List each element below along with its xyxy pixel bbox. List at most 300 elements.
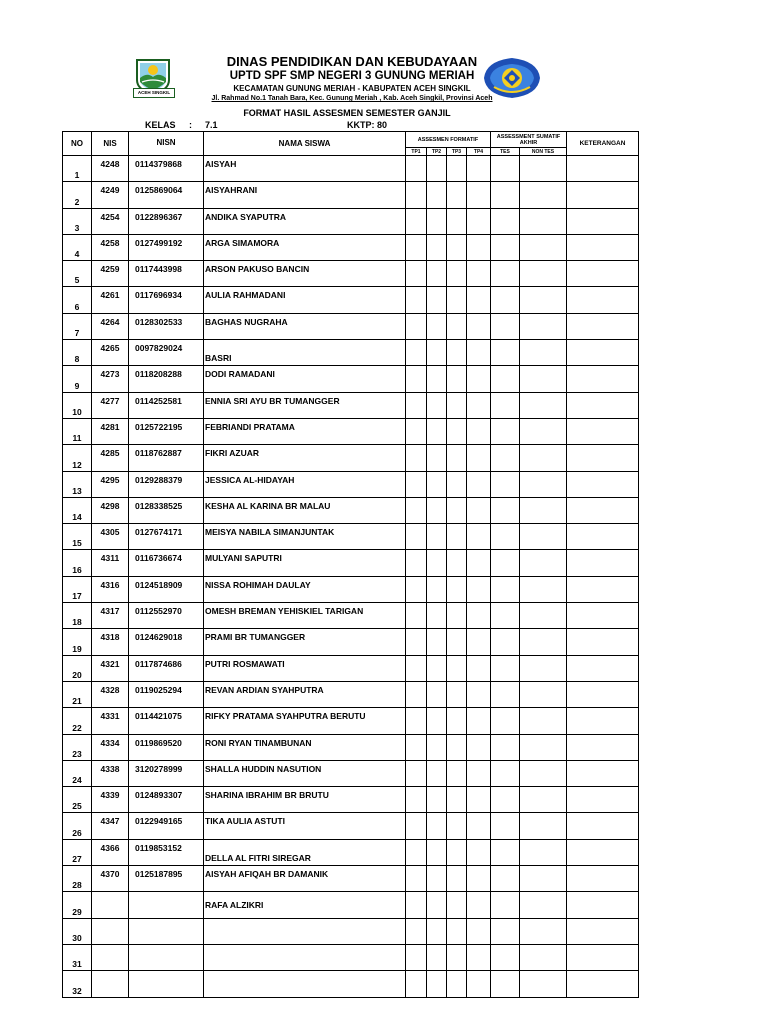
- cell-non-tes[interactable]: [520, 603, 567, 629]
- cell-non-tes[interactable]: [520, 839, 567, 865]
- cell-tp3[interactable]: [447, 708, 467, 734]
- cell-tp4[interactable]: [467, 760, 491, 786]
- cell-tes[interactable]: [491, 760, 520, 786]
- cell-nis: 4331: [92, 708, 129, 734]
- cell-tp3[interactable]: [447, 261, 467, 287]
- cell-tp1[interactable]: [406, 497, 427, 523]
- cell-tes[interactable]: [491, 550, 520, 576]
- cell-tp1[interactable]: [406, 944, 427, 970]
- cell-tp1[interactable]: [406, 182, 427, 208]
- cell-tes[interactable]: [491, 471, 520, 497]
- cell-nisn: 0097829024: [129, 340, 204, 366]
- cell-tp2[interactable]: [427, 261, 447, 287]
- cell-no: 21: [63, 681, 92, 707]
- cell-tp4[interactable]: [467, 944, 491, 970]
- cell-non-tes[interactable]: [520, 892, 567, 918]
- cell-non-tes[interactable]: [520, 182, 567, 208]
- cell-tp3[interactable]: [447, 524, 467, 550]
- cell-nama-siswa: AISYAH AFIQAH BR DAMANIK: [204, 866, 406, 892]
- cell-keterangan[interactable]: [567, 971, 639, 997]
- cell-tp4[interactable]: [467, 576, 491, 602]
- cell-tp4[interactable]: [467, 550, 491, 576]
- cell-tp1[interactable]: [406, 550, 427, 576]
- cell-tp2[interactable]: [427, 392, 447, 418]
- cell-tp2[interactable]: [427, 550, 447, 576]
- cell-keterangan[interactable]: [567, 655, 639, 681]
- cell-tes[interactable]: [491, 681, 520, 707]
- col-tp1: TP1: [406, 148, 427, 156]
- cell-keterangan[interactable]: [567, 497, 639, 523]
- cell-tp4[interactable]: [467, 340, 491, 366]
- cell-nisn: 0127674171: [129, 524, 204, 550]
- cell-tp2[interactable]: [427, 787, 447, 813]
- cell-tp3[interactable]: [447, 550, 467, 576]
- cell-tp1[interactable]: [406, 892, 427, 918]
- col-tp2: TP2: [427, 148, 447, 156]
- cell-nis: 4248: [92, 156, 129, 182]
- header-school: UPTD SPF SMP NEGERI 3 GUNUNG MERIAH: [229, 70, 475, 82]
- cell-tp3[interactable]: [447, 944, 467, 970]
- cell-nisn: 0112552970: [129, 603, 204, 629]
- cell-nisn: 0114379868: [129, 156, 204, 182]
- cell-tp1[interactable]: [406, 313, 427, 339]
- cell-tp1[interactable]: [406, 681, 427, 707]
- cell-nisn: [129, 971, 204, 997]
- cell-nis: 4273: [92, 366, 129, 392]
- cell-tp2[interactable]: [427, 813, 447, 839]
- cell-non-tes[interactable]: [520, 340, 567, 366]
- cell-tp3[interactable]: [447, 655, 467, 681]
- cell-keterangan[interactable]: [567, 629, 639, 655]
- cell-tp2[interactable]: [427, 760, 447, 786]
- cell-tp3[interactable]: [447, 576, 467, 602]
- assessment-table: [62, 131, 639, 998]
- cell-nisn: 0125187895: [129, 866, 204, 892]
- cell-tp3[interactable]: [447, 892, 467, 918]
- cell-tp2[interactable]: [427, 944, 447, 970]
- cell-nis: 4258: [92, 234, 129, 260]
- cell-non-tes[interactable]: [520, 681, 567, 707]
- cell-non-tes[interactable]: [520, 760, 567, 786]
- cell-tp3[interactable]: [447, 445, 467, 471]
- table-row: [63, 313, 639, 339]
- cell-non-tes[interactable]: [520, 655, 567, 681]
- cell-keterangan[interactable]: [567, 261, 639, 287]
- cell-tes[interactable]: [491, 629, 520, 655]
- cell-non-tes[interactable]: [520, 734, 567, 760]
- cell-tes[interactable]: [491, 866, 520, 892]
- cell-no: 14: [63, 497, 92, 523]
- cell-tp1[interactable]: [406, 629, 427, 655]
- cell-tp2[interactable]: [427, 576, 447, 602]
- cell-nama-siswa: SHARINA IBRAHIM BR BRUTU: [204, 787, 406, 813]
- cell-nis: 4298: [92, 497, 129, 523]
- cell-nama-siswa: AISYAH: [204, 156, 406, 182]
- cell-non-tes[interactable]: [520, 156, 567, 182]
- cell-tp4[interactable]: [467, 208, 491, 234]
- cell-tp1[interactable]: [406, 208, 427, 234]
- cell-nisn: 0118208288: [129, 366, 204, 392]
- cell-tp1[interactable]: [406, 866, 427, 892]
- cell-keterangan[interactable]: [567, 366, 639, 392]
- cell-tp2[interactable]: [427, 603, 447, 629]
- cell-non-tes[interactable]: [520, 550, 567, 576]
- cell-tp3[interactable]: [447, 734, 467, 760]
- table-row: [63, 892, 639, 918]
- cell-tp1[interactable]: [406, 524, 427, 550]
- cell-non-tes[interactable]: [520, 944, 567, 970]
- cell-non-tes[interactable]: [520, 418, 567, 444]
- header-address: Jl. Rahmad No.1 Tanah Bara, Kec. Gunung Meriah , Kab. Aceh Singkil, Provinsi Aceh: [211, 95, 493, 102]
- cell-tp2[interactable]: [427, 287, 447, 313]
- cell-nis: 4305: [92, 524, 129, 550]
- cell-tp4[interactable]: [467, 813, 491, 839]
- cell-tp4[interactable]: [467, 418, 491, 444]
- cell-tes[interactable]: [491, 603, 520, 629]
- cell-keterangan[interactable]: [567, 313, 639, 339]
- cell-non-tes[interactable]: [520, 497, 567, 523]
- cell-tes[interactable]: [491, 497, 520, 523]
- cell-keterangan[interactable]: [567, 918, 639, 944]
- cell-non-tes[interactable]: [520, 392, 567, 418]
- cell-tp4[interactable]: [467, 629, 491, 655]
- table-row: [63, 418, 639, 444]
- cell-nisn: 0119869520: [129, 734, 204, 760]
- cell-tp1[interactable]: [406, 156, 427, 182]
- cell-tp1[interactable]: [406, 603, 427, 629]
- cell-tp2[interactable]: [427, 471, 447, 497]
- cell-no: 13: [63, 471, 92, 497]
- cell-keterangan[interactable]: [567, 734, 639, 760]
- cell-no: 4: [63, 234, 92, 260]
- table-row: [63, 550, 639, 576]
- cell-tp4[interactable]: [467, 524, 491, 550]
- cell-keterangan[interactable]: [567, 866, 639, 892]
- cell-tp1[interactable]: [406, 655, 427, 681]
- cell-non-tes[interactable]: [520, 787, 567, 813]
- cell-keterangan[interactable]: [567, 392, 639, 418]
- cell-keterangan[interactable]: [567, 418, 639, 444]
- cell-tes[interactable]: [491, 576, 520, 602]
- table-row: [63, 629, 639, 655]
- cell-tp1[interactable]: [406, 918, 427, 944]
- cell-tp1[interactable]: [406, 971, 427, 997]
- cell-tp2[interactable]: [427, 524, 447, 550]
- cell-tp3[interactable]: [447, 208, 467, 234]
- cell-no: 8: [63, 340, 92, 366]
- cell-non-tes[interactable]: [520, 445, 567, 471]
- cell-tp4[interactable]: [467, 866, 491, 892]
- cell-nama-siswa: ENNIA SRI AYU BR TUMANGGER: [204, 392, 406, 418]
- cell-tp1[interactable]: [406, 287, 427, 313]
- cell-nis: 4318: [92, 629, 129, 655]
- cell-tes[interactable]: [491, 313, 520, 339]
- cell-tp4[interactable]: [467, 366, 491, 392]
- cell-no: 17: [63, 576, 92, 602]
- cell-tes[interactable]: [491, 392, 520, 418]
- cell-tp2[interactable]: [427, 734, 447, 760]
- cell-keterangan[interactable]: [567, 471, 639, 497]
- cell-no: 24: [63, 760, 92, 786]
- cell-tp3[interactable]: [447, 392, 467, 418]
- cell-nisn: 0122896367: [129, 208, 204, 234]
- cell-tes[interactable]: [491, 366, 520, 392]
- cell-tp4[interactable]: [467, 234, 491, 260]
- cell-non-tes[interactable]: [520, 918, 567, 944]
- cell-non-tes[interactable]: [520, 261, 567, 287]
- cell-tp3[interactable]: [447, 497, 467, 523]
- cell-tp4[interactable]: [467, 708, 491, 734]
- cell-tp3[interactable]: [447, 760, 467, 786]
- cell-tes[interactable]: [491, 839, 520, 865]
- cell-keterangan[interactable]: [567, 524, 639, 550]
- cell-tp3[interactable]: [447, 340, 467, 366]
- cell-tp4[interactable]: [467, 971, 491, 997]
- cell-tp2[interactable]: [427, 234, 447, 260]
- cell-tp4[interactable]: [467, 392, 491, 418]
- cell-nama-siswa: PUTRI ROSMAWATI: [204, 655, 406, 681]
- cell-tp3[interactable]: [447, 839, 467, 865]
- cell-keterangan[interactable]: [567, 182, 639, 208]
- cell-nisn: 0114421075: [129, 708, 204, 734]
- cell-keterangan[interactable]: [567, 576, 639, 602]
- cell-tp1[interactable]: [406, 734, 427, 760]
- cell-tp4[interactable]: [467, 787, 491, 813]
- cell-non-tes[interactable]: [520, 366, 567, 392]
- cell-tes[interactable]: [491, 918, 520, 944]
- cell-tes[interactable]: [491, 156, 520, 182]
- cell-tes[interactable]: [491, 892, 520, 918]
- cell-nisn: 0117696934: [129, 287, 204, 313]
- cell-tp3[interactable]: [447, 629, 467, 655]
- cell-nis: 4317: [92, 603, 129, 629]
- cell-tp4[interactable]: [467, 313, 491, 339]
- cell-keterangan[interactable]: [567, 550, 639, 576]
- cell-non-tes[interactable]: [520, 208, 567, 234]
- cell-tp2[interactable]: [427, 497, 447, 523]
- cell-tp2[interactable]: [427, 366, 447, 392]
- cell-no: 31: [63, 944, 92, 970]
- cell-no: 25: [63, 787, 92, 813]
- cell-tp3[interactable]: [447, 182, 467, 208]
- cell-keterangan[interactable]: [567, 156, 639, 182]
- cell-tes[interactable]: [491, 234, 520, 260]
- col-nisn: NISN: [129, 132, 204, 156]
- cell-nis: 4311: [92, 550, 129, 576]
- cell-tp3[interactable]: [447, 471, 467, 497]
- cell-tp4[interactable]: [467, 681, 491, 707]
- cell-tp3[interactable]: [447, 603, 467, 629]
- cell-non-tes[interactable]: [520, 287, 567, 313]
- cell-nisn: 0125722195: [129, 418, 204, 444]
- cell-tp2[interactable]: [427, 892, 447, 918]
- cell-tp1[interactable]: [406, 787, 427, 813]
- cell-tes[interactable]: [491, 655, 520, 681]
- cell-tes[interactable]: [491, 787, 520, 813]
- cell-tp3[interactable]: [447, 287, 467, 313]
- cell-tp4[interactable]: [467, 287, 491, 313]
- table-row: [63, 471, 639, 497]
- cell-nisn: 0129288379: [129, 471, 204, 497]
- cell-tp3[interactable]: [447, 813, 467, 839]
- cell-tes[interactable]: [491, 944, 520, 970]
- cell-no: 18: [63, 603, 92, 629]
- cell-tp1[interactable]: [406, 576, 427, 602]
- cell-tp1[interactable]: [406, 708, 427, 734]
- cell-tp1[interactable]: [406, 392, 427, 418]
- kelas-colon: :: [189, 120, 192, 130]
- cell-tp2[interactable]: [427, 208, 447, 234]
- cell-non-tes[interactable]: [520, 234, 567, 260]
- cell-tp1[interactable]: [406, 839, 427, 865]
- header-agency: DINAS PENDIDIKAN DAN KEBUDAYAAN: [226, 54, 478, 69]
- cell-nisn: 0114252581: [129, 392, 204, 418]
- cell-tp3[interactable]: [447, 418, 467, 444]
- cell-tp3[interactable]: [447, 156, 467, 182]
- cell-keterangan[interactable]: [567, 287, 639, 313]
- cell-nama-siswa: [204, 918, 406, 944]
- cell-tp1[interactable]: [406, 366, 427, 392]
- cell-tes[interactable]: [491, 418, 520, 444]
- cell-keterangan[interactable]: [567, 681, 639, 707]
- cell-tes[interactable]: [491, 208, 520, 234]
- cell-non-tes[interactable]: [520, 866, 567, 892]
- cell-tes[interactable]: [491, 340, 520, 366]
- cell-keterangan[interactable]: [567, 340, 639, 366]
- cell-tp3[interactable]: [447, 971, 467, 997]
- cell-tp3[interactable]: [447, 234, 467, 260]
- cell-tp2[interactable]: [427, 313, 447, 339]
- cell-nis: 4321: [92, 655, 129, 681]
- cell-tp2[interactable]: [427, 340, 447, 366]
- cell-non-tes[interactable]: [520, 708, 567, 734]
- cell-nisn: 0117874686: [129, 655, 204, 681]
- cell-tp4[interactable]: [467, 655, 491, 681]
- cell-keterangan[interactable]: [567, 813, 639, 839]
- cell-keterangan[interactable]: [567, 839, 639, 865]
- cell-tp3[interactable]: [447, 313, 467, 339]
- cell-tp3[interactable]: [447, 787, 467, 813]
- cell-no: 26: [63, 813, 92, 839]
- cell-nis: 4328: [92, 681, 129, 707]
- table-row: [63, 839, 639, 865]
- cell-tp3[interactable]: [447, 866, 467, 892]
- cell-tp4[interactable]: [467, 734, 491, 760]
- cell-keterangan[interactable]: [567, 234, 639, 260]
- cell-tes[interactable]: [491, 708, 520, 734]
- cell-tp4[interactable]: [467, 445, 491, 471]
- cell-tp2[interactable]: [427, 866, 447, 892]
- cell-tp4[interactable]: [467, 918, 491, 944]
- table-row: [63, 208, 639, 234]
- cell-tp1[interactable]: [406, 445, 427, 471]
- cell-keterangan[interactable]: [567, 787, 639, 813]
- col-assessment-sumatif: ASSESSMENT SUMATIF AKHIR: [491, 132, 567, 148]
- cell-nis: 4249: [92, 182, 129, 208]
- cell-nama-siswa: PRAMI BR TUMANGGER: [204, 629, 406, 655]
- cell-tp3[interactable]: [447, 366, 467, 392]
- cell-non-tes[interactable]: [520, 576, 567, 602]
- cell-nama-siswa: AULIA RAHMADANI: [204, 287, 406, 313]
- cell-tp4[interactable]: [467, 156, 491, 182]
- cell-tp2[interactable]: [427, 655, 447, 681]
- cell-tp2[interactable]: [427, 629, 447, 655]
- cell-nis: 4281: [92, 418, 129, 444]
- cell-tes[interactable]: [491, 524, 520, 550]
- cell-non-tes[interactable]: [520, 971, 567, 997]
- cell-tp4[interactable]: [467, 471, 491, 497]
- cell-tp2[interactable]: [427, 182, 447, 208]
- cell-nis: 4339: [92, 787, 129, 813]
- cell-tes[interactable]: [491, 445, 520, 471]
- cell-tp4[interactable]: [467, 603, 491, 629]
- cell-tes[interactable]: [491, 813, 520, 839]
- cell-keterangan[interactable]: [567, 445, 639, 471]
- cell-keterangan[interactable]: [567, 892, 639, 918]
- cell-tp1[interactable]: [406, 234, 427, 260]
- cell-keterangan[interactable]: [567, 760, 639, 786]
- cell-tp2[interactable]: [427, 839, 447, 865]
- cell-tes[interactable]: [491, 261, 520, 287]
- cell-tes[interactable]: [491, 971, 520, 997]
- cell-tp1[interactable]: [406, 813, 427, 839]
- cell-tp4[interactable]: [467, 497, 491, 523]
- cell-no: 27: [63, 839, 92, 865]
- cell-tp1[interactable]: [406, 760, 427, 786]
- cell-nis: 4295: [92, 471, 129, 497]
- cell-tp2[interactable]: [427, 971, 447, 997]
- cell-nisn: [129, 944, 204, 970]
- cell-tp4[interactable]: [467, 261, 491, 287]
- cell-tp3[interactable]: [447, 918, 467, 944]
- cell-no: 16: [63, 550, 92, 576]
- cell-keterangan[interactable]: [567, 603, 639, 629]
- cell-no: 29: [63, 892, 92, 918]
- cell-tes[interactable]: [491, 287, 520, 313]
- cell-tp2[interactable]: [427, 918, 447, 944]
- cell-keterangan[interactable]: [567, 944, 639, 970]
- cell-tp1[interactable]: [406, 261, 427, 287]
- cell-tp1[interactable]: [406, 340, 427, 366]
- cell-tp4[interactable]: [467, 182, 491, 208]
- cell-tp1[interactable]: [406, 471, 427, 497]
- cell-tp2[interactable]: [427, 708, 447, 734]
- cell-keterangan[interactable]: [567, 208, 639, 234]
- cell-nisn: 0127499192: [129, 234, 204, 260]
- table-row: [63, 445, 639, 471]
- table-row: [63, 655, 639, 681]
- cell-tp2[interactable]: [427, 418, 447, 444]
- cell-tp2[interactable]: [427, 445, 447, 471]
- cell-tp3[interactable]: [447, 681, 467, 707]
- cell-non-tes[interactable]: [520, 313, 567, 339]
- cell-keterangan[interactable]: [567, 708, 639, 734]
- cell-tes[interactable]: [491, 734, 520, 760]
- cell-non-tes[interactable]: [520, 524, 567, 550]
- cell-non-tes[interactable]: [520, 471, 567, 497]
- cell-tp2[interactable]: [427, 156, 447, 182]
- cell-nisn: 0128302533: [129, 313, 204, 339]
- table-row: [63, 234, 639, 260]
- cell-tp1[interactable]: [406, 418, 427, 444]
- cell-non-tes[interactable]: [520, 629, 567, 655]
- cell-non-tes[interactable]: [520, 813, 567, 839]
- cell-tp4[interactable]: [467, 839, 491, 865]
- cell-tes[interactable]: [491, 182, 520, 208]
- cell-nis: 4254: [92, 208, 129, 234]
- cell-tp2[interactable]: [427, 681, 447, 707]
- cell-tp4[interactable]: [467, 892, 491, 918]
